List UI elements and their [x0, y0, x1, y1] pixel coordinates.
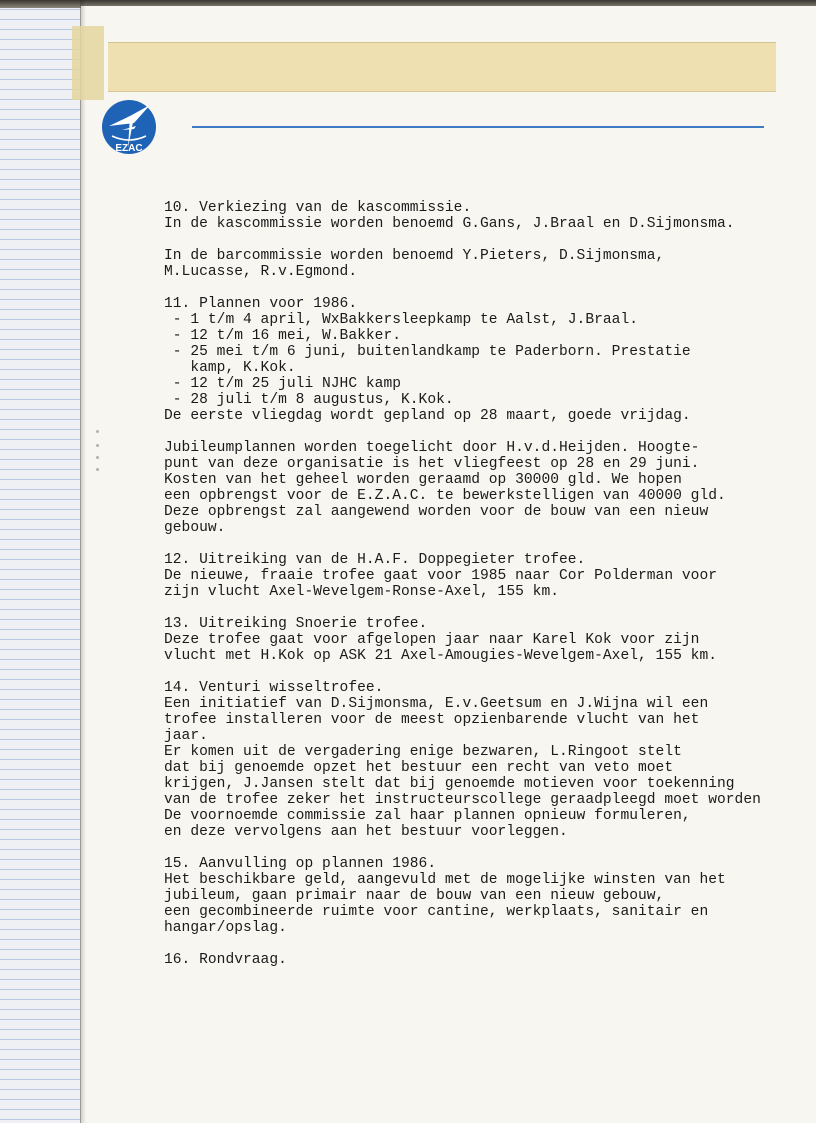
ezac-logo [100, 96, 158, 162]
document-line: In de barcommissie worden benoemd Y.Pieters, D.Sijmonsma, [164, 248, 665, 264]
document-line: Jubileumplannen worden toegelicht door H.v.d.Heijden. Hoogte- [164, 440, 700, 456]
paper-specks [90, 430, 110, 490]
adhesive-tape-top [108, 42, 776, 92]
document-body [164, 200, 816, 968]
document-section [164, 952, 816, 968]
document-line: een gecombineerde ruimte voor cantine, werkplaats, sanitair en [164, 904, 709, 920]
logo-text: EZAC [115, 143, 143, 154]
document-section [164, 440, 816, 536]
document-line: 11. Plannen voor 1986. [164, 296, 358, 312]
adhesive-tape-left [72, 26, 104, 100]
document-line: hangar/opslag. [164, 920, 287, 936]
document-line: De voornoemde commissie zal haar plannen opnieuw formuleren, [164, 808, 691, 824]
document-line: trofee installeren voor de meest opzienbarende vlucht van het [164, 712, 700, 728]
document-section [164, 200, 816, 232]
document-line: In de kascommissie worden benoemd G.Gans, J.Braal en D.Sijmonsma. [164, 216, 735, 232]
document-line: gebouw. [164, 520, 226, 536]
document-section [164, 296, 816, 424]
document-section [164, 552, 816, 600]
document-line: een opbrengst voor de E.Z.A.C. te bewerkstelligen van 40000 gld. [164, 488, 726, 504]
document-line: Het beschikbare geld, aangevuld met de mogelijke winsten van het [164, 872, 726, 888]
document-line: jaar. [164, 728, 208, 744]
document-section [164, 680, 816, 840]
document-section [164, 616, 816, 664]
document-line: 12. Uitreiking van de H.A.F. Doppegieter trofee. [164, 552, 586, 568]
document-line: - 25 mei t/m 6 juni, buitenlandkamp te Paderborn. Prestatie [164, 344, 691, 360]
spine-shadow [80, 0, 86, 1123]
document-line: Kosten van het geheel worden geraamd op 30000 gld. We hopen [164, 472, 682, 488]
document-section [164, 856, 816, 936]
document-section [164, 248, 816, 280]
header-rule [192, 126, 764, 128]
document-line: Deze trofee gaat voor afgelopen jaar naar Karel Kok voor zijn [164, 632, 700, 648]
document-line: van de trofee zeker het instructeurscollege geraadpleegd moet worden [164, 792, 761, 808]
document-line: Er komen uit de vergadering enige bezwaren, L.Ringoot stelt [164, 744, 682, 760]
notebook-left-page [0, 0, 81, 1123]
document-line: De eerste vliegdag wordt gepland op 28 maart, goede vrijdag. [164, 408, 691, 424]
document-line: 10. Verkiezing van de kascommissie. [164, 200, 472, 216]
document-line: 14. Venturi wisseltrofee. [164, 680, 384, 696]
document-line: 16. Rondvraag. [164, 952, 287, 968]
document-line: krijgen, J.Jansen stelt dat bij genoemde motieven voor toekenning [164, 776, 735, 792]
document-line: kamp, K.Kok. [164, 360, 296, 376]
document-line: De nieuwe, fraaie trofee gaat voor 1985 naar Cor Polderman voor [164, 568, 717, 584]
document-line: vlucht met H.Kok op ASK 21 Axel-Amougies-Wevelgem-Axel, 155 km. [164, 648, 717, 664]
document-line: Deze opbrengst zal aangewend worden voor de bouw van een nieuw [164, 504, 709, 520]
document-line: Een initiatief van D.Sijmonsma, E.v.Geetsum en J.Wijna wil een [164, 696, 709, 712]
document-line: M.Lucasse, R.v.Egmond. [164, 264, 358, 280]
document-line: 15. Aanvulling op plannen 1986. [164, 856, 437, 872]
document-line: - 12 t/m 16 mei, W.Bakker. [164, 328, 401, 344]
document-line: - 1 t/m 4 april, WxBakkersleepkamp te Aalst, J.Braal. [164, 312, 638, 328]
document-line: 13. Uitreiking Snoerie trofee. [164, 616, 428, 632]
document-line: en deze vervolgens aan het bestuur voorleggen. [164, 824, 568, 840]
document-line: - 28 juli t/m 8 augustus, K.Kok. [164, 392, 454, 408]
document-line: jubileum, gaan primair naar de bouw van een nieuw gebouw, [164, 888, 665, 904]
document-line: dat bij genoemde opzet het bestuur een recht van veto moet [164, 760, 674, 776]
document-line: punt van deze organisatie is het vliegfeest op 28 en 29 juni. [164, 456, 700, 472]
document-line: zijn vlucht Axel-Wevelgem-Ronse-Axel, 155 km. [164, 584, 559, 600]
document-line: - 12 t/m 25 juli NJHC kamp [164, 376, 401, 392]
